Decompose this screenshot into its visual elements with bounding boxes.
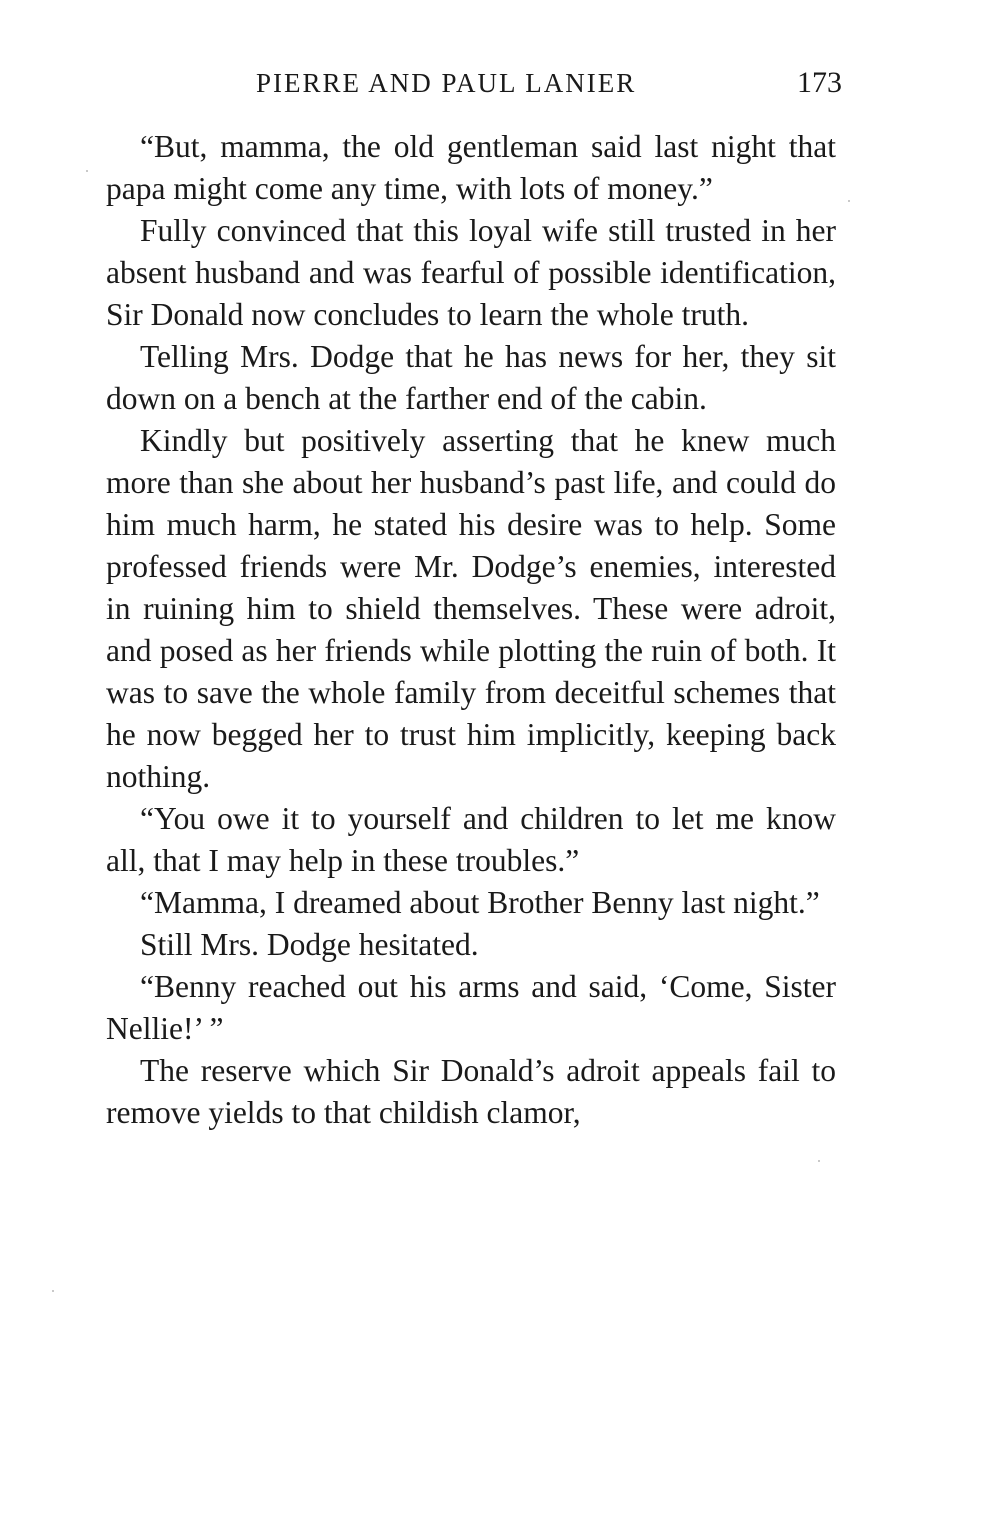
paper-speck bbox=[818, 1160, 820, 1162]
paragraph: “You owe it to yourself and children to let me know all, that I may help in these troubles.” bbox=[106, 801, 836, 878]
paragraph: “Mamma, I dreamed about Brother Benny last night.” bbox=[140, 885, 820, 920]
running-head bbox=[106, 62, 842, 108]
page-number: 173 bbox=[797, 66, 842, 99]
running-title: PIERRE AND PAUL LANIER bbox=[256, 68, 637, 98]
paragraph: Telling Mrs. Dodge that he has news for her, they sit down on a bench at the farther end of the cabin. bbox=[106, 339, 836, 416]
paragraph: The reserve which Sir Donald’s adroit appeals fail to remove yields to that childish clamor, bbox=[106, 1053, 836, 1130]
paragraph: Still Mrs. Dodge hesitated. bbox=[140, 927, 479, 962]
body-text bbox=[106, 126, 836, 1134]
paper-speck bbox=[86, 170, 88, 172]
paragraph: Kindly but positively asserting that he knew much more than she about her husband’s past life, and could do him much harm, he stated his desire was to help. Some professed friends were Mr. Dodge’s enemies, interested in ruining him to shield themselves. These were adroit, and posed as her friends while plotting the ruin of both. It was to save the whole family from deceitful schemes that he now begged her to trust him implicitly, keeping back nothing. bbox=[106, 423, 836, 794]
paragraph: “Benny reached out his arms and said, ‘Come, Sister Nellie!’ ” bbox=[106, 969, 836, 1046]
paper-speck bbox=[848, 200, 850, 202]
paragraph: Fully convinced that this loyal wife still trusted in her absent husband and was fearful of possible identification, Sir Donald now concludes to learn the whole truth. bbox=[106, 213, 836, 332]
paper-speck bbox=[52, 1290, 54, 1292]
paragraph: “But, mamma, the old gentleman said last night that papa might come any time, with lots of money.” bbox=[106, 129, 836, 206]
